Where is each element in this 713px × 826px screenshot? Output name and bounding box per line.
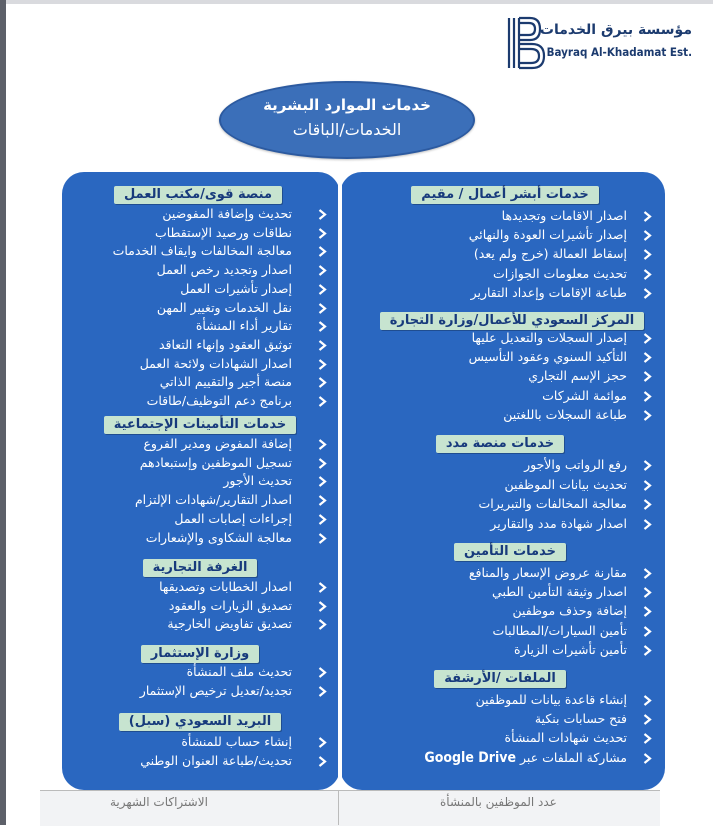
brand-name-arabic: مؤسسة بيرق الخدمات <box>539 22 692 38</box>
service-item <box>478 496 627 512</box>
service-item-label: معالجة الشكاوى والإشعارات <box>145 529 292 545</box>
chevron-right-icon <box>643 211 651 221</box>
page-left-border <box>0 0 6 825</box>
service-item <box>135 492 292 508</box>
service-item <box>492 584 627 600</box>
service-item <box>157 300 292 316</box>
section-header-label: وزارة الإستثمار <box>141 645 259 663</box>
chevron-right-icon <box>643 230 651 240</box>
service-item-label: اصدار الاقامات وتجديدها <box>501 208 627 223</box>
chevron-right-icon <box>318 686 326 696</box>
section-header-label: الملفات /الأرشفة <box>434 670 566 688</box>
service-item <box>469 565 627 581</box>
service-item <box>524 457 627 473</box>
section-header <box>95 556 305 577</box>
section-header <box>400 667 600 688</box>
chevron-right-icon <box>643 626 651 636</box>
service-item-label: توثيق العقود وإنهاء التعاقد <box>158 336 292 352</box>
service-item <box>493 623 627 639</box>
section-header <box>95 642 305 663</box>
service-item <box>535 711 627 727</box>
service-item <box>160 374 292 390</box>
service-item <box>474 246 627 262</box>
service-item-label: رفع الرواتب والأجور <box>524 457 627 472</box>
service-item-label: تحديث معلومات الجوازات <box>493 265 627 281</box>
service-item <box>502 208 627 224</box>
service-item-label: تحديث شهادات المنشأة <box>504 730 627 746</box>
section-header <box>95 710 305 731</box>
chevron-right-icon <box>643 480 651 490</box>
section-header <box>400 432 600 453</box>
service-item-label: تجديد/تعديل ترخيص الإستثمار <box>139 682 292 698</box>
service-item <box>155 225 292 241</box>
section-header-label: خدمات منصة مدد <box>436 435 564 453</box>
chevron-right-icon <box>643 645 651 655</box>
chevron-right-icon <box>643 499 651 509</box>
service-item-label: تقارير أداء المنشأة <box>195 318 292 334</box>
chevron-right-icon <box>318 340 326 350</box>
service-item <box>181 734 292 750</box>
service-item-label: تحديث وإضافة المفوضين <box>162 206 292 221</box>
chevron-right-icon <box>643 333 651 343</box>
chevron-right-icon <box>643 249 651 259</box>
section-header-label: المركز السعودي للأعمال/وزارة التجارة <box>380 312 645 330</box>
service-item-label: موائمة الشركات <box>542 387 627 403</box>
google-drive-label: Google Drive <box>424 749 517 766</box>
section-header-label: البريد السعودي (سبل) <box>119 713 281 731</box>
service-item-label: إسقاط العمالة (خرج ولم يعد) <box>473 246 627 262</box>
chevron-right-icon <box>643 519 651 529</box>
service-item-label: تأمين تأشيرات الزيارة <box>514 641 627 657</box>
service-item <box>187 664 292 680</box>
service-item <box>167 616 292 632</box>
service-item <box>505 477 627 493</box>
service-item <box>180 281 292 297</box>
chevron-right-icon <box>643 714 651 724</box>
section-header <box>78 183 318 204</box>
service-item-label: تحديث ملف المنشأة <box>186 664 292 679</box>
chevron-right-icon <box>318 737 326 747</box>
service-item <box>469 349 627 365</box>
chevron-right-icon <box>318 303 326 313</box>
chevron-right-icon <box>318 359 326 369</box>
service-item-label: معالجة المخالفات وايقاف الخدمات <box>112 243 292 259</box>
service-item-label: تحديث/طباعة العنوان الوطني <box>140 752 292 768</box>
service-item-label: اصدار الشهادات ولائحة العمل <box>139 355 292 371</box>
section-header <box>75 413 325 434</box>
panel-divider <box>338 172 342 790</box>
chevron-right-icon <box>643 695 651 705</box>
service-item <box>476 692 627 708</box>
chevron-right-icon <box>643 352 651 362</box>
section-header <box>400 540 620 561</box>
footer-divider <box>338 790 339 825</box>
service-item <box>146 530 292 546</box>
service-item-label: إجراءات إصابات العمل <box>174 510 292 526</box>
section-header-label: خدمات التأمين <box>454 543 566 561</box>
chevron-right-icon <box>643 753 651 763</box>
service-item-label: اصدار الخطابات وتصديقها <box>159 579 292 594</box>
service-item <box>140 455 292 471</box>
service-item <box>159 337 292 353</box>
service-item <box>143 436 292 452</box>
service-item <box>174 511 292 527</box>
service-item-label: تصديق تفاويض الخارجية <box>167 616 292 632</box>
service-item-label: تحديث الأجور <box>223 473 292 489</box>
service-item <box>140 356 292 372</box>
chevron-right-icon <box>318 265 326 275</box>
chevron-right-icon <box>643 371 651 381</box>
service-item-label: إصدار تأشيرات العمل <box>180 280 292 296</box>
chevron-right-icon <box>318 756 326 766</box>
service-item <box>159 579 292 595</box>
service-item <box>471 285 627 301</box>
service-item-label: إضافة المفوض ومدير الفروع <box>143 436 292 451</box>
service-item <box>424 750 627 766</box>
service-item-label: تصديق الزيارات والعقود <box>168 597 292 613</box>
service-item <box>505 730 627 746</box>
service-item-label: طباعة السجلات باللغتين <box>503 406 627 422</box>
chevron-right-icon <box>643 391 651 401</box>
service-item <box>140 683 292 699</box>
title-banner <box>219 81 475 159</box>
service-item <box>140 753 292 769</box>
chevron-right-icon <box>318 396 326 406</box>
service-item-label: تحديث بيانات الموظفين <box>504 476 627 492</box>
page-title: خدمات الموارد البشرية <box>263 96 431 114</box>
footer-left-label: الاشتراكات الشهرية <box>110 795 208 809</box>
service-item <box>113 243 292 259</box>
page-top-border <box>0 0 713 4</box>
section-header-label: منصة قوى/مكتب العمل <box>114 186 282 204</box>
service-item-label: إصدار السجلات والتعديل عليها <box>471 330 627 345</box>
service-item-label: نقل الخدمات وتغيير المهن <box>156 299 292 315</box>
chevron-right-icon <box>643 568 651 578</box>
service-item <box>528 368 627 384</box>
chevron-right-icon <box>318 619 326 629</box>
service-item <box>512 603 627 619</box>
brand-logo <box>506 16 706 72</box>
chevron-right-icon <box>643 733 651 743</box>
section-header <box>372 309 652 330</box>
chevron-right-icon <box>318 284 326 294</box>
service-item-label: منصة أجير والتقييم الذاتي <box>159 374 292 390</box>
service-item <box>542 388 627 404</box>
service-item-label: فتح حسابات بنكية <box>534 711 627 727</box>
service-item-label: اصدار شهادة مدد والتقارير <box>490 515 627 531</box>
service-item <box>196 318 292 334</box>
section-header-label: خدمات التأمينات الإجتماعية <box>104 416 297 434</box>
service-item <box>469 227 627 243</box>
footer-right-label: عدد الموظفين بالمنشأة <box>440 795 557 809</box>
chevron-right-icon <box>643 587 651 597</box>
service-item-label: التأكيد السنوي وعقود التأسيس <box>468 349 627 365</box>
chevron-right-icon <box>318 514 326 524</box>
chevron-right-icon <box>643 460 651 470</box>
chevron-right-icon <box>318 458 326 468</box>
service-item <box>472 330 627 346</box>
service-item <box>147 393 292 409</box>
service-item <box>514 642 627 658</box>
chevron-right-icon <box>643 410 651 420</box>
chevron-right-icon <box>318 209 326 219</box>
section-header-label: الغرفة التجارية <box>143 559 258 577</box>
service-item <box>493 266 627 282</box>
service-item-label: اصدار وتجديد رخص العمل <box>156 262 292 278</box>
chevron-right-icon <box>643 606 651 616</box>
chevron-right-icon <box>318 321 326 331</box>
service-item <box>223 473 292 489</box>
chevron-right-icon <box>318 533 326 543</box>
chevron-right-icon <box>318 439 326 449</box>
chevron-right-icon <box>643 269 651 279</box>
section-header-label: خدمات أبشر أعمال / مقيم <box>411 186 599 204</box>
chevron-right-icon <box>318 495 326 505</box>
section-header <box>390 183 620 204</box>
service-item-label: برنامج دعم التوظيف/طاقات <box>146 393 292 408</box>
brand-name-english: Bayraq Al-Khadamat Est. <box>546 45 692 59</box>
service-item-label: تأمين السيارات/المطالبات <box>492 622 627 638</box>
service-item <box>157 262 292 278</box>
service-item <box>162 206 292 222</box>
service-item-label: إضافة وحذف موظفين <box>512 603 627 619</box>
service-item-label: مقارنة عروض الإسعار والمنافع <box>468 565 627 580</box>
service-item-label: تسجيل الموظفين وإستبعادهم <box>139 454 292 470</box>
chevron-right-icon <box>318 582 326 592</box>
service-item-label: إنشاء حساب للمنشأة <box>181 734 292 749</box>
page-subtitle: الخدمات/الباقات <box>292 120 402 139</box>
service-item-label: طباعة الإقامات وإعداد التقارير <box>470 284 627 300</box>
chevron-right-icon <box>318 667 326 677</box>
chevron-right-icon <box>318 476 326 486</box>
service-item <box>503 407 627 423</box>
service-item-label: معالجة المخالفات والتبريرات <box>478 496 627 512</box>
chevron-right-icon <box>643 288 651 298</box>
service-item-label: مشاركة الملفات عبر <box>520 749 627 765</box>
service-item-label: اصدار التقارير/شهادات الإلتزام <box>134 492 292 508</box>
service-item-label: حجز الإسم التجاري <box>528 368 627 384</box>
service-item-label: إنشاء قاعدة بيانات للموظفين <box>475 692 627 707</box>
service-item-label: إصدار تأشيرات العودة والنهائي <box>468 227 627 243</box>
service-item <box>490 516 627 532</box>
chevron-right-icon <box>318 246 326 256</box>
service-item-label: نطاقات ورصيد الإستقطاب <box>154 224 292 240</box>
service-item <box>169 598 292 614</box>
chevron-right-icon <box>318 377 326 387</box>
chevron-right-icon <box>318 228 326 238</box>
service-item-label: اصدار وثيقة التأمين الطبي <box>492 584 627 600</box>
chevron-right-icon <box>318 601 326 611</box>
